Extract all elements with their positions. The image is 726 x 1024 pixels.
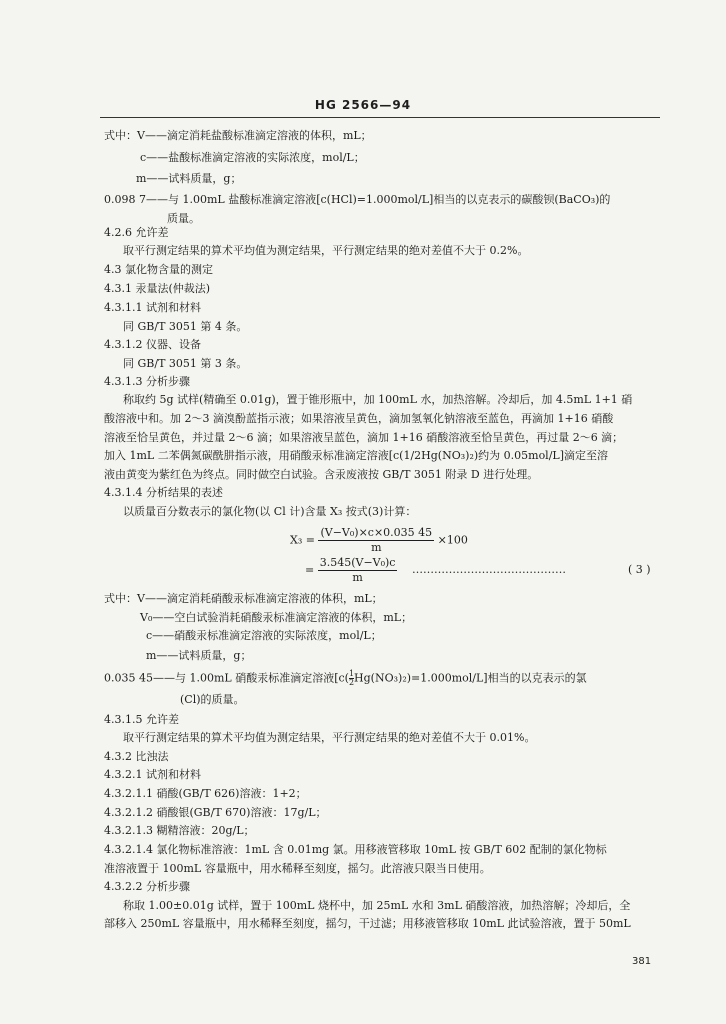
standard-code-header: HG 2566—94 — [314, 98, 412, 112]
section-heading: 4.3 氯化物含量的测定 — [104, 263, 213, 276]
text-line: 4.3.2.1.1 硝酸(GB/T 626)溶液：1+2； — [104, 787, 307, 800]
formula-numerator: (V−V₀)×c×0.035 45 — [320, 526, 433, 539]
section-heading: 4.3.1.1 试剂和材料 — [104, 301, 201, 314]
text-line: 溶液至恰呈黄色，并过量 2～6 滴；如果溶液呈蓝色，滴加 1+16 硝酸溶液至恰呈黄色，再过量 2～6 滴； — [104, 431, 624, 444]
formula-3 — [290, 526, 468, 555]
text-line: c——硝酸汞标准滴定溶液的实际浓度，mol/L； — [146, 629, 382, 642]
formula-denominator: m — [352, 571, 363, 584]
text-line: 质量。 — [167, 212, 200, 225]
text-fragment: Hg(NO₃)₂)=1.000mol/L]相当的以克表示的氯 — [354, 671, 587, 685]
text-line: 4.3.2.1.3 糊精溶液：20g/L； — [104, 824, 255, 837]
text-line: 取平行测定结果的算术平均值为测定结果，平行测定结果的绝对差值不大于 0.01%。 — [123, 731, 536, 744]
section-heading: 4.3.1.4 分析结果的表述 — [104, 486, 223, 499]
formula-times-100: ×100 — [437, 533, 468, 547]
fraction-denominator: 2 — [348, 678, 355, 687]
section-heading: 4.3.1.2 仪器、设备 — [104, 338, 201, 351]
text-line: m——试料质量，g； — [136, 172, 242, 185]
text-line: 准溶液置于 100mL 容量瓶中，用水稀释至刻度，摇匀。此溶液只限当日使用。 — [104, 862, 491, 875]
section-heading: 4.3.2.2 分析步骤 — [104, 880, 190, 893]
page-number: 381 — [632, 956, 652, 967]
section-heading: 4.3.2 比浊法 — [104, 750, 169, 763]
text-line: V₀——空白试验消耗硝酸汞标准滴定溶液的体积，mL； — [140, 611, 413, 624]
text-line: 酸溶液中和。加 2～3 滴溴酚蓝指示液；如果溶液呈黄色，滴加氢氧化钠溶液至蓝色，再滴加 1+16 硝酸 — [104, 412, 614, 425]
section-heading: 4.2.6 允许差 — [104, 226, 169, 239]
section-heading: 4.3.2.1 试剂和材料 — [104, 768, 201, 781]
text-line: 加入 1mL 二苯偶氮碳酰肼指示液，用硝酸汞标准滴定溶液[c(1/2Hg(NO₃)₂)约为 0.05mol/L]滴定至溶 — [104, 449, 609, 462]
text-line: 称取 1.00±0.01g 试样，置于 100mL 烧杯中，加 25mL 水和 3mL 硝酸溶液，加热溶解；冷却后，全 — [123, 899, 631, 912]
formula-number: ( 3 ) — [628, 563, 651, 576]
text-line: m——试料质量，g； — [146, 649, 252, 662]
formula-fraction-2 — [318, 556, 398, 585]
text-line: 部移入 250mL 容量瓶中，用水稀释至刻度，摇匀，干过滤；用移液管移取 10mL 此试验溶液，置于 50mL — [104, 917, 631, 930]
header-rule — [100, 117, 660, 118]
text-line: 同 GB/T 3051 第 3 条。 — [123, 357, 248, 370]
text-line — [104, 670, 587, 687]
formula-leader: …………………………………… — [412, 563, 566, 576]
text-line: 式中：V——滴定消耗盐酸标准滴定溶液的体积，mL； — [104, 129, 372, 142]
text-line: 式中：V——滴定消耗硝酸汞标准滴定溶液的体积，mL； — [104, 592, 383, 605]
text-line: 4.3.2.1.2 硝酸银(GB/T 670)溶液：17g/L； — [104, 806, 327, 819]
section-heading: 4.3.1.3 分析步骤 — [104, 375, 190, 388]
formula-fraction-1 — [318, 526, 434, 555]
formula-denominator: m — [371, 541, 382, 554]
text-line: 0.098 7——与 1.00mL 盐酸标准滴定溶液[c(HCl)=1.000mol/L]相当的以克表示的碳酸钡(BaCO₃)的 — [104, 193, 611, 206]
text-line: 称取约 5g 试样(精确至 0.01g)，置于锥形瓶中，加 100mL 水，加热溶解。冷却后，加 4.5mL 1+1 硝 — [123, 393, 633, 406]
section-heading: 4.3.1.5 允许差 — [104, 713, 179, 726]
text-line: c——盐酸标准滴定溶液的实际浓度，mol/L； — [140, 151, 365, 164]
section-heading: 4.3.1 汞量法(仲裁法) — [104, 282, 211, 295]
text-line: 以质量百分数表示的氯化物(以 Cl 计)含量 X₃ 按式(3)计算： — [123, 505, 417, 518]
text-line: 取平行测定结果的算术平均值为测定结果，平行测定结果的绝对差值不大于 0.2%。 — [123, 244, 529, 257]
formula-3-second — [305, 556, 397, 585]
text-line: 同 GB/T 3051 第 4 条。 — [123, 320, 248, 333]
formula-equals: = — [305, 563, 315, 577]
text-fragment: 0.035 45——与 1.00mL 硝酸汞标准滴定溶液[c( — [104, 671, 349, 685]
text-line: 液由黄变为紫红色为终点。同时做空白试验。含汞废液按 GB/T 3051 附录 D 进行处理。 — [104, 468, 539, 481]
text-line: 4.3.2.1.4 氯化物标准溶液：1mL 含 0.01mg 氯。用移液管移取 10mL 按 GB/T 602 配制的氯化物标 — [104, 843, 607, 856]
fraction-numerator: 1 — [348, 669, 355, 678]
formula-numerator: 3.545(V−V₀)c — [319, 556, 396, 569]
text-line: (Cl)的质量。 — [180, 693, 245, 706]
formula-lhs: X₃ = — [290, 533, 315, 547]
